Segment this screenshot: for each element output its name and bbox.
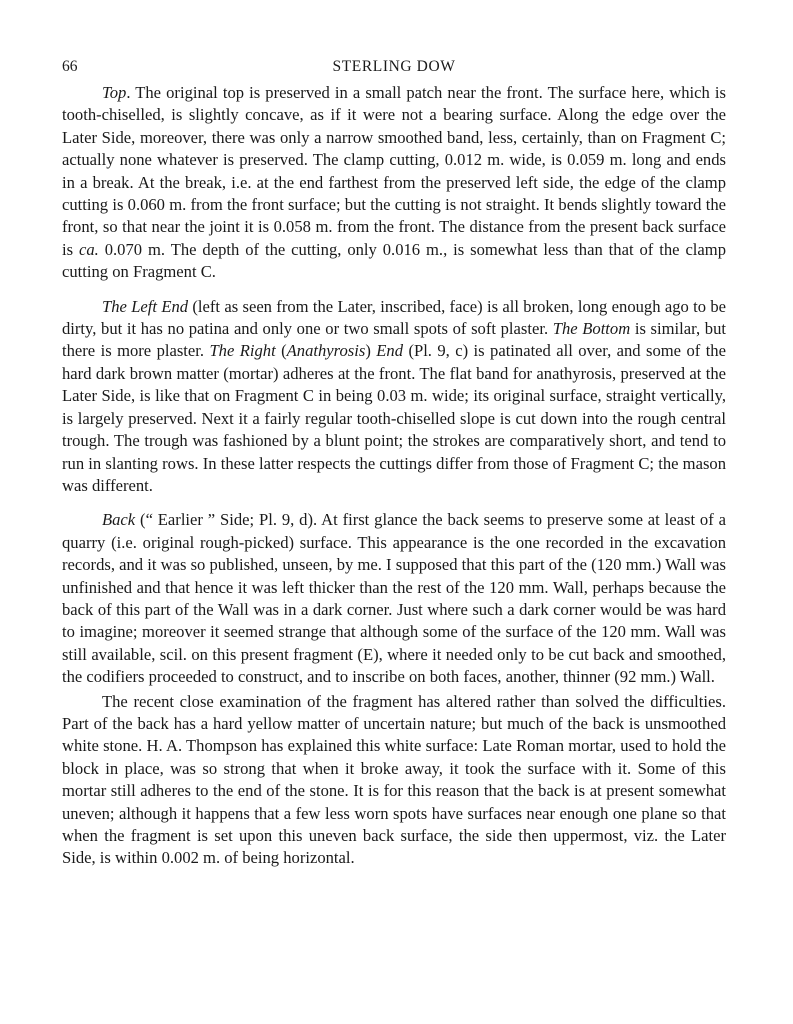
italic-run: The Right xyxy=(209,341,276,361)
italic-run: End xyxy=(376,341,404,361)
text-run: ( xyxy=(275,341,287,361)
paragraph xyxy=(62,82,726,284)
italic-run: Anathyrosis xyxy=(286,341,366,361)
header-title: STERLING DOW xyxy=(332,58,456,75)
text-run: ) xyxy=(365,341,377,361)
text-run: 0.070 m. The depth of the cutting, only 0.016 m., is somewhat less than that of the clamp cutting on Fragment C. xyxy=(62,239,726,282)
italic-run: ca. xyxy=(79,239,99,259)
document-page xyxy=(62,52,726,870)
text-run: (Pl. 9, c) is patinated all over, and some of the hard dark brown matter (mortar) adheres at the front. The flat band for anathyrosis, preserved at the Later Side, is like that on Fragment C in being 0.03 m. wide; its original surface, straight vertically, is largely preserved. Next it a fairly regular tooth-chiselled slope is cut down into the rough central trough. The trough was fashioned by a blunt point; the strokes are comparatively short, and tend to run in slanting rows. In these latter respects the cuttings differ from those of Fragment C; the mason was different. xyxy=(62,341,726,495)
text-run: (“ Earlier ” Side; Pl. 9, d). At first glance the back seems to preserve some at least of a quarry (i.e. original rough-picked) surface. This appearance is the one recorded in the excavation records, and it was so published, unseen, by me. I supposed that this part of the (120 mm.) Wall was unfinished and that hence it was left thicker than the rest of the 120 mm. Wall, perhaps because the back of this part of the Wall was in a dark corner. Just where such a dark corner would be was hard to imagine; moreover it seemed strange that although some of the surface of the 120 mm. Wall was still available, scil. on this present fragment (E), where it needed only to be cut back and smoothed, the codifiers proceeded to construct, and to inscribe on both faces, another, thinner (92 mm.) Wall. xyxy=(62,510,726,687)
paragraph xyxy=(62,296,726,498)
text-run: is similar, but there is more plaster. xyxy=(62,319,726,361)
italic-run: Back xyxy=(102,510,136,530)
text-run: The recent close examination of the fragment has altered rather than solved the difficulties. Part of the back has a hard yellow matter of uncertain nature; but much of the back is unsmoothed white stone. H. A. Thompson has explained this white surface: Late Roman mortar, used to hold the block in place, was so strong that when it broke away, it took the surface with it. Some of this mortar still adheres to the end of the stone. It is for this reason that the back is at present somewhat uneven; although it happens that a few less worn spots have surfaces near enough one plane so that when the fragment is set upon this uneven back surface, the side then uppermost, viz. the Later Side, is within 0.002 m. of being horizontal. xyxy=(62,691,726,868)
paragraph xyxy=(62,509,726,688)
italic-run: The Bottom xyxy=(552,319,631,339)
text-run: (left as seen from the Later, inscribed, face) is all broken, long enough ago to be dirty, but it has no patina and only one or two small spots of soft plaster. xyxy=(62,296,726,339)
running-head xyxy=(62,52,726,82)
italic-run: Top xyxy=(102,83,127,102)
italic-run: The Left End xyxy=(102,296,189,316)
paragraph xyxy=(62,691,726,870)
page-number: 66 xyxy=(62,58,78,75)
text-run: . The original top is preserved in a small patch near the front. The surface here, which is tooth-chiselled, is slightly concave, as if it were not a bearing surface. Along the edge over the Later Side, moreover, there was only a narrow smoothed band, less, certainly, than on Fragment C; actually none whatever is preserved. The clamp cutting, 0.012 m. wide, is 0.059 m. long and ends in a break. At the break, i.e. at the end farthest from the preserved left side, the edge of the clamp cutting is 0.060 m. from the front surface; but the cutting is not straight. It bends slightly toward the front, so that near the joint it is 0.058 m. from the front. The distance from the present back surface is xyxy=(62,83,726,259)
body-text xyxy=(62,82,726,870)
